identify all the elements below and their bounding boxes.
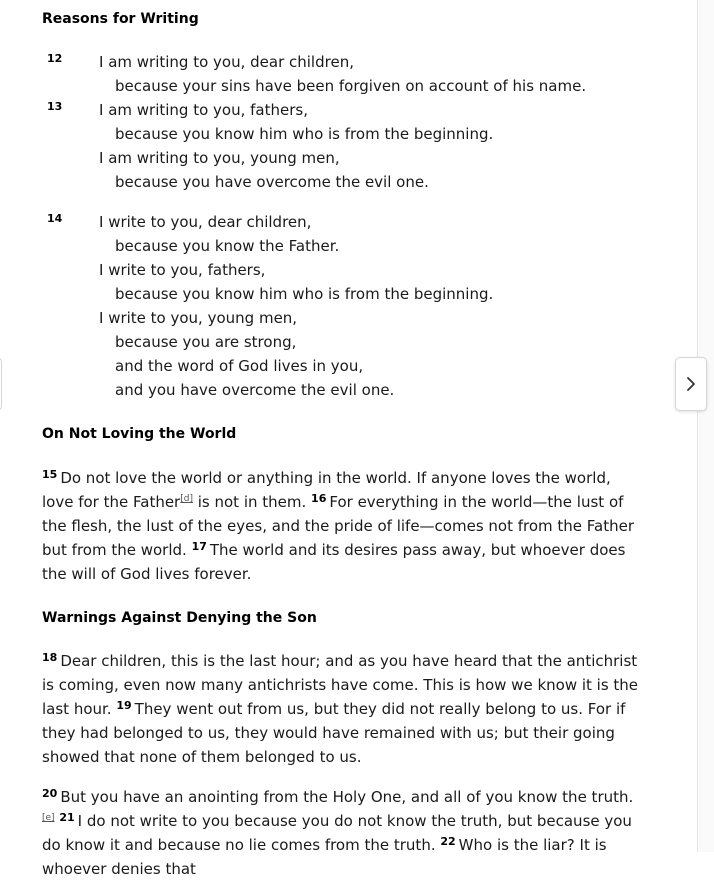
poetry-line: because you know him who is from the beginning. bbox=[115, 125, 494, 143]
poetry-line: I am writing to you, young men, bbox=[99, 149, 340, 167]
previous-page-button[interactable] bbox=[0, 357, 2, 411]
verse-number-16: 16 bbox=[311, 492, 327, 505]
vertical-scrollbar[interactable] bbox=[697, 0, 714, 852]
section-heading-reasons: Reasons for Writing bbox=[42, 11, 199, 27]
poetry-line: and the word of God lives in you, bbox=[115, 357, 364, 375]
paragraph-verses-15-17 bbox=[42, 466, 642, 586]
verse-text-15b: is not in them. bbox=[192, 493, 312, 511]
verse-text-20: But you have an anointing from the Holy One, and all of you know the truth. bbox=[60, 788, 634, 806]
verse-number-12: 12 bbox=[47, 52, 63, 65]
verse-text-18: Dear children, this is the last hour; and as you have heard that the antichrist is coming, even now many antichrists have come. This is how we know it is the last hour. bbox=[42, 652, 639, 718]
verse-number-22: 22 bbox=[440, 835, 456, 848]
verse-number-14: 14 bbox=[47, 212, 63, 225]
poetry-line: because you know the Father. bbox=[115, 237, 340, 255]
verse-number-21: 21 bbox=[59, 811, 75, 824]
footnote-link-d[interactable]: [d] bbox=[180, 494, 193, 504]
verse-text-17: The world and its desires pass away, but whoever does the will of God lives forever. bbox=[42, 541, 626, 583]
poetry-line: I write to you, young men, bbox=[99, 309, 298, 327]
next-page-button[interactable] bbox=[675, 357, 707, 411]
section-heading-world: On Not Loving the World bbox=[42, 426, 237, 442]
poetry-line: because you are strong, bbox=[115, 333, 297, 351]
verse-number-13: 13 bbox=[47, 100, 63, 113]
verse-number-17: 17 bbox=[191, 540, 207, 553]
verse-number-20: 20 bbox=[42, 787, 58, 800]
poetry-line: because you have overcome the evil one. bbox=[115, 173, 429, 191]
verse-text-21: I do not write to you because you do not know the truth, but because you do know it and because no lie comes from the truth. bbox=[42, 812, 632, 854]
poetry-line: because you know him who is from the beginning. bbox=[115, 285, 494, 303]
poetry-line: because your sins have been forgiven on account of his name. bbox=[115, 77, 587, 95]
verse-text-16: For everything in the world—the lust of the flesh, the lust of the eyes, and the pride of life—comes not from the Father but from the world. bbox=[42, 493, 635, 559]
verse-number-15: 15 bbox=[42, 468, 58, 481]
section-heading-warnings: Warnings Against Denying the Son bbox=[42, 610, 317, 626]
poetry-line: I am writing to you, dear children, bbox=[99, 53, 354, 71]
poetry-line: I write to you, fathers, bbox=[99, 261, 266, 279]
poetry-line: and you have overcome the evil one. bbox=[115, 381, 395, 399]
chevron-right-icon bbox=[685, 376, 697, 392]
verse-text-22: Who is the liar? It is whoever denies that bbox=[42, 836, 607, 878]
paragraph-verses-20-22 bbox=[42, 785, 642, 881]
poetry-line: I write to you, dear children, bbox=[99, 213, 312, 231]
verse-number-19: 19 bbox=[116, 699, 132, 712]
verse-number-18: 18 bbox=[42, 651, 58, 664]
footnote-link-e[interactable]: [e] bbox=[42, 813, 55, 823]
paragraph-verses-18-19 bbox=[42, 649, 642, 769]
poetry-line: I am writing to you, fathers, bbox=[99, 101, 308, 119]
verse-text-15a: Do not love the world or anything in the world. If anyone loves the world, love for the Father bbox=[42, 469, 611, 511]
verse-text-19: They went out from us, but they did not really belong to us. For if they had belonged to us, they would have remained with us; but their going showed that none of them belonged to us. bbox=[42, 700, 626, 766]
